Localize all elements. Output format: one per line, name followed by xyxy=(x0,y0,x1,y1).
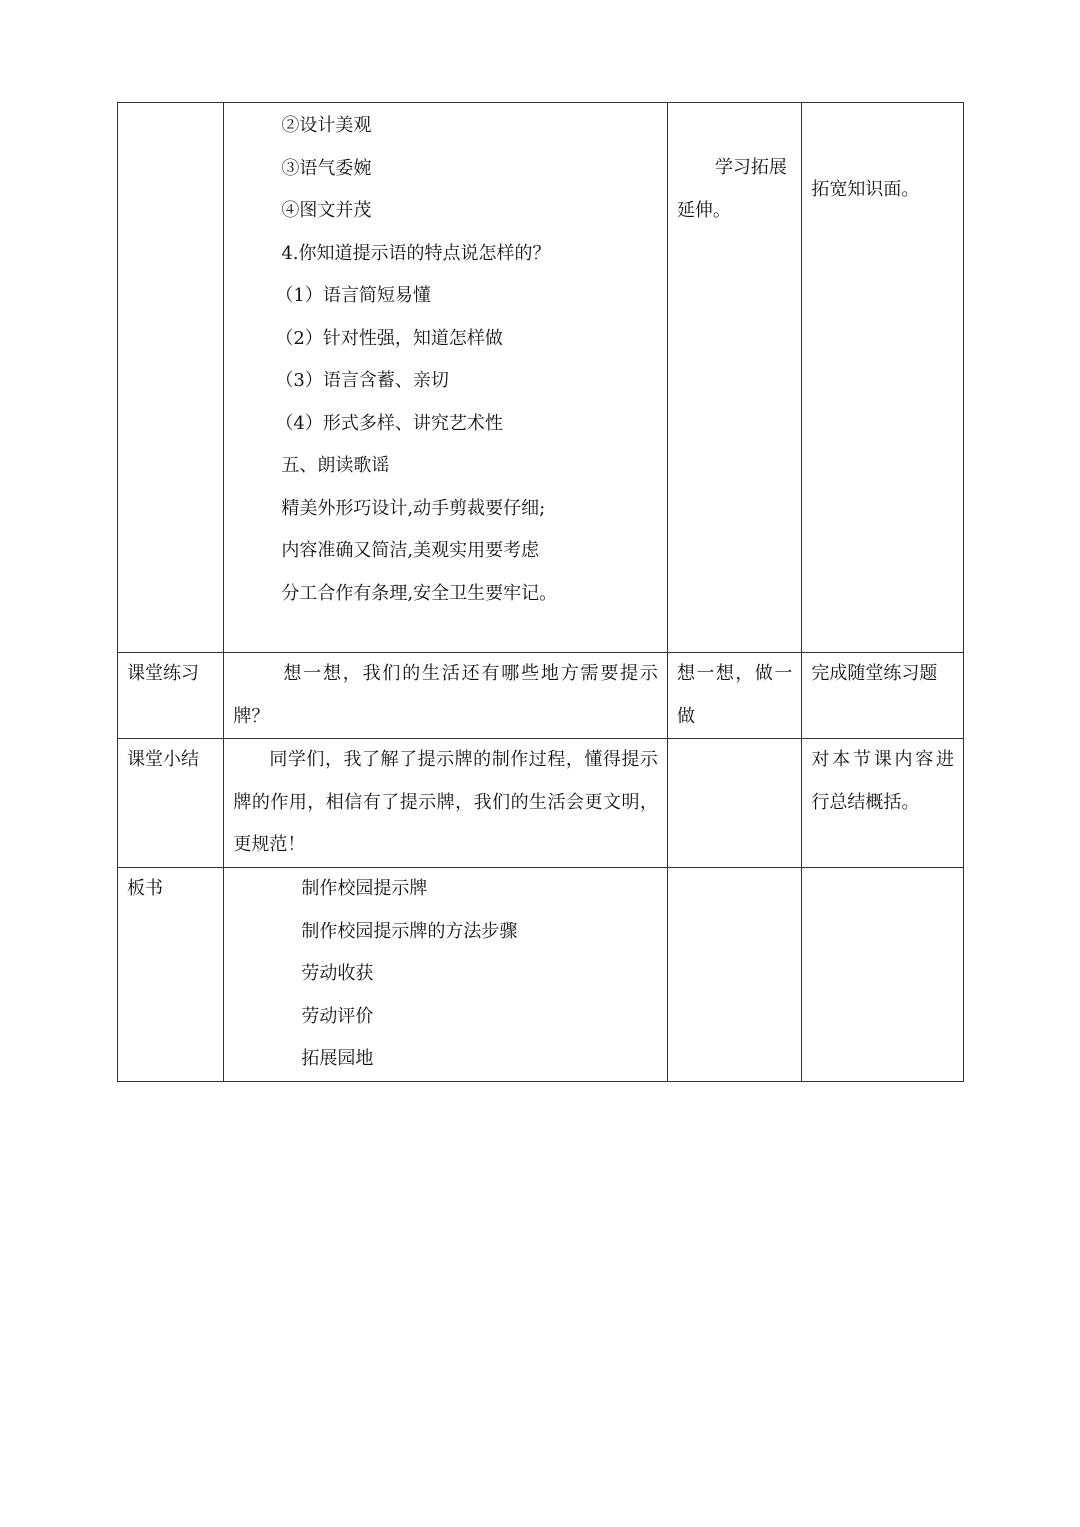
design-intent-cell xyxy=(802,653,964,739)
design-intent-text: 完成随堂练习题 xyxy=(811,663,938,684)
rhyme-line: 分工合作有条理,安全卫生要牢记。 xyxy=(281,582,558,604)
board-line: 制作校园提示牌的方法步骤 xyxy=(301,920,518,942)
content-paragraph: 想一想，我们的生活还有哪些地方需要提示牌？ xyxy=(233,663,658,727)
content-line: （3）语言含蓄、亲切 xyxy=(275,370,449,391)
table-row xyxy=(118,103,964,653)
rhyme-line: 精美外形巧设计,动手剪裁要仔细; xyxy=(281,497,546,519)
board-line: 制作校园提示牌 xyxy=(301,878,428,899)
row-label: 课堂小结 xyxy=(127,749,199,770)
board-line: 拓展园地 xyxy=(301,1048,374,1069)
row-label: 板书 xyxy=(127,878,163,899)
section-heading: 五、朗读歌谣 xyxy=(281,455,390,476)
table-row xyxy=(118,868,964,1082)
design-intent-cell xyxy=(802,739,964,868)
content-cell xyxy=(224,103,668,653)
row-label: 课堂练习 xyxy=(127,663,199,684)
student-activity-text: 想一想，做一做 xyxy=(676,663,793,727)
lesson-plan-table xyxy=(117,102,964,1082)
design-intent-text: 拓宽知识面。 xyxy=(811,179,920,200)
student-activity-line: 学习拓展 xyxy=(714,157,787,178)
content-line: 4.你知道提示语的特点说怎样的？ xyxy=(281,242,551,264)
student-activity-line: 延伸。 xyxy=(676,199,731,221)
content-line: （4）形式多样、讲究艺术性 xyxy=(275,412,503,434)
row-label-cell xyxy=(118,103,224,653)
content-cell xyxy=(224,653,668,739)
content-cell xyxy=(224,739,668,868)
table-row xyxy=(118,739,964,868)
board-line: 劳动收获 xyxy=(301,963,374,984)
content-line: ②设计美观 xyxy=(281,115,372,136)
student-activity-cell xyxy=(667,103,801,653)
content-line: ③语气委婉 xyxy=(281,157,372,179)
content-cell xyxy=(224,868,668,1082)
row-label-cell xyxy=(118,653,224,739)
board-line: 劳动评价 xyxy=(301,1005,374,1027)
content-line: （2）针对性强，知道怎样做 xyxy=(275,327,503,349)
design-intent-cell xyxy=(802,103,964,653)
row-label-cell xyxy=(118,868,224,1082)
student-activity-cell xyxy=(667,739,801,868)
rhyme-line: 内容准确又简洁,美观实用要考虑 xyxy=(281,540,540,561)
content-line: （1）语言简短易懂 xyxy=(275,285,431,306)
content-paragraph: 同学们，我了解了提示牌的制作过程，懂得提示牌的作用，相信有了提示牌，我们的生活会更文明，更规范！ xyxy=(233,749,658,855)
student-activity-cell xyxy=(667,653,801,739)
row-label-cell xyxy=(118,739,224,868)
design-intent-text: 对本节课内容进行总结概括。 xyxy=(811,749,954,813)
table-row xyxy=(118,653,964,739)
student-activity-cell xyxy=(667,868,801,1082)
design-intent-cell xyxy=(802,868,964,1082)
content-line: ④图文并茂 xyxy=(281,200,372,221)
